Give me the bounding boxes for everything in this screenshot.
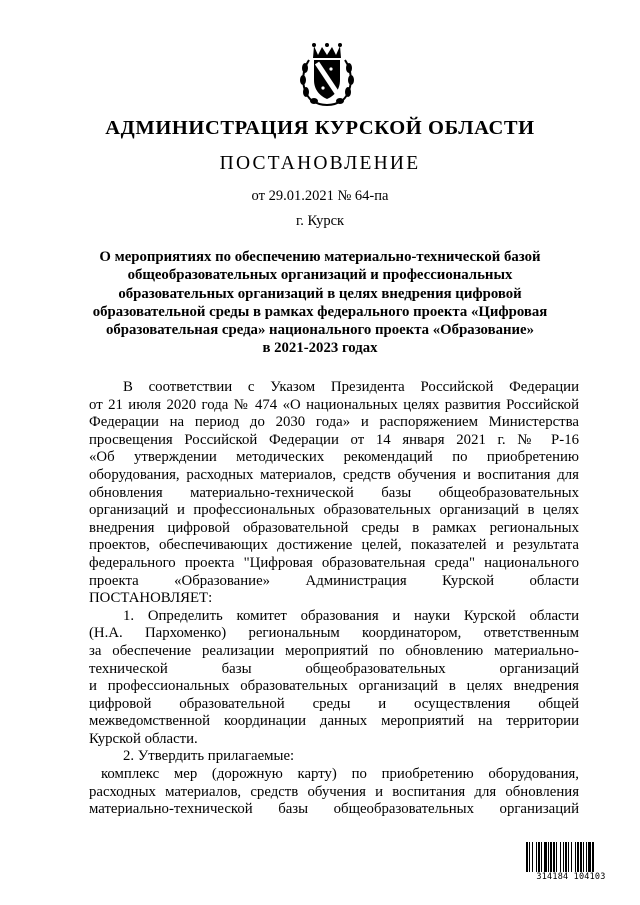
body-line: федерального проекта "Цифровая образовательная среда" национального <box>89 554 579 571</box>
document-body <box>89 379 579 819</box>
barcode-stripe <box>565 842 567 872</box>
body-line: (Н.А. Пархоменко) региональным координатором, ответственным <box>89 625 579 642</box>
barcode-stripe <box>575 842 576 872</box>
barcode-stripe <box>553 842 555 872</box>
body-line: цифровой образовательной среды и осуществления общей <box>89 695 579 712</box>
title-line: образовательных организаций в целях внедрения цифровой <box>118 285 522 302</box>
body-line: и профессиональных образовательных организаций в целях внедрения <box>89 678 579 695</box>
barcode-stripe <box>592 842 594 872</box>
body-line: 2. Утвердить прилагаемые: <box>123 748 295 765</box>
barcode-stripe <box>536 842 537 872</box>
body-line: материально-технической базы общеобразовательных организаций <box>89 801 579 818</box>
body-line: организаций и профессиональных образовательных организаций в целях <box>89 502 579 519</box>
body-line: межведомственной координации данных мероприятий на территории <box>89 713 579 730</box>
title-line: образовательная среда» национального проекта «Образование» <box>105 322 534 339</box>
body-line: В соответствии с Указом Президента Российской Федерации <box>123 379 579 395</box>
barcode-stripe <box>560 842 561 872</box>
barcode-stripe <box>588 842 591 872</box>
barcode-stripe <box>550 842 552 872</box>
barcode-stripe <box>583 842 584 872</box>
title-line: в 2021-2023 годах <box>262 340 378 357</box>
title-line: образовательной среды в рамках федерального проекта «Цифровая <box>92 303 548 320</box>
document-title <box>85 248 555 358</box>
body-line: Федерации на период до 2030 года» и распоряжением Министерства <box>89 414 579 431</box>
coat-of-arms-icon <box>297 42 357 108</box>
body-line: Курской области. <box>89 730 198 747</box>
organization-name: АДМИНИСТРАЦИЯ КУРСКОЙ ОБЛАСТИ <box>105 117 535 139</box>
barcode-stripe <box>577 842 579 872</box>
barcode-stripe <box>580 842 582 872</box>
barcode-stripe <box>529 842 530 872</box>
barcode-stripe <box>538 842 540 872</box>
body-line: проектов, обеспечивающих достижение целей, показателей и результата <box>89 537 579 554</box>
barcode-number: 314184 104103 <box>525 872 617 882</box>
barcode-stripe <box>556 842 557 872</box>
body-line: за обеспечение реализации мероприятий по обновлению материально- <box>89 642 579 659</box>
barcode-stripe <box>541 842 542 872</box>
body-line: от 21 июля 2020 года № 474 «О национальных целях развития Российской <box>89 396 579 413</box>
barcode-stripe <box>571 842 572 872</box>
body-line: обновления материально-технической базы общеобразовательных <box>89 484 579 501</box>
title-line: общеобразовательных организаций и профессиональных <box>127 267 513 284</box>
barcode-stripe <box>548 842 549 872</box>
body-line: комплекс мер (дорожную карту) по приобретению оборудования, <box>101 766 579 783</box>
body-line: ПОСТАНОВЛЯЕТ: <box>89 590 213 607</box>
title-line: О мероприятиях по обеспечению материально-технической базой <box>99 249 541 265</box>
body-line: внедрения цифровой образовательной среды в рамках региональных <box>89 519 579 536</box>
body-line: расходных материалов, средств обучения и воспитания для обновления <box>89 783 579 800</box>
body-line: проекта «Образование» Администрация Курской области <box>89 572 579 589</box>
body-line: «Об утверждении методических рекомендаций по приобретению <box>89 449 579 466</box>
body-line: просвещения Российской Федерации от 14 января 2021 г. № Р-16 <box>89 431 579 448</box>
body-line: 1. Определить комитет образования и науки Курской области <box>123 607 579 624</box>
barcode-stripe <box>532 842 533 872</box>
barcode-stripe <box>526 842 528 872</box>
date-and-number: от 29.01.2021 № 64-па <box>251 188 389 204</box>
barcode-stripe <box>563 842 564 872</box>
body-line: технической базы общеобразовательных организаций <box>89 660 579 677</box>
barcode-stripe <box>568 842 569 872</box>
barcode-stripe <box>586 842 587 872</box>
barcode-stripe <box>544 842 547 872</box>
city-name: г. Курск <box>295 213 345 229</box>
body-line: оборудования, расходных материалов, средств обучения и воспитания для <box>89 466 579 483</box>
document-type: ПОСТАНОВЛЕНИЕ <box>219 153 421 174</box>
